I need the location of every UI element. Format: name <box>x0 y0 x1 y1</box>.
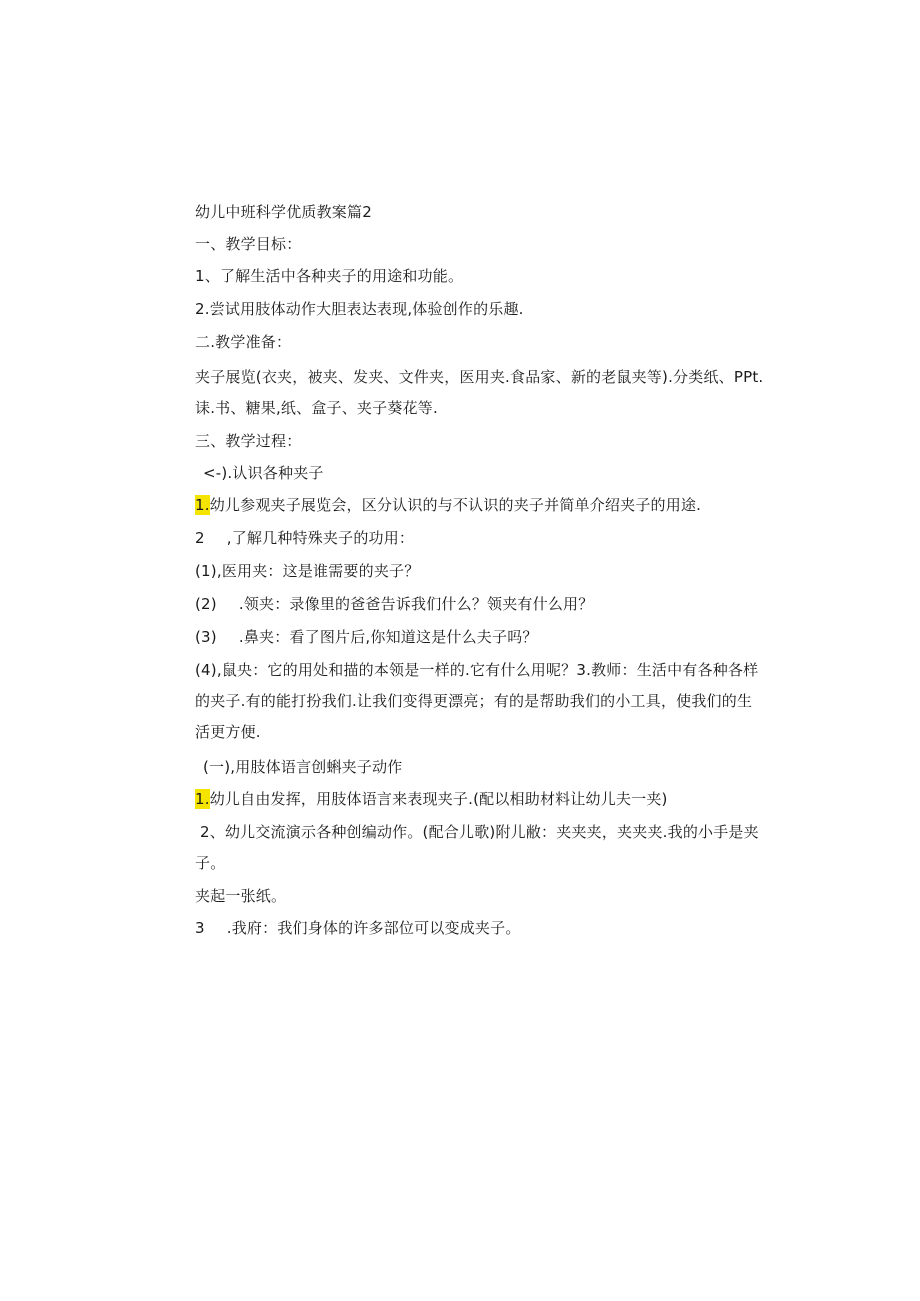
question-3-number: (3) <box>195 628 217 646</box>
question-3 <box>195 627 538 647</box>
question-2-text: .领夹：录像里的爸爸告诉我们什么？领夹有什么用？ <box>238 595 594 613</box>
question-2 <box>195 594 593 614</box>
document-title: 幼儿中班科学优质教案篇2 <box>195 203 372 221</box>
step-2 <box>195 528 414 548</box>
question-4-paragraph: (4),鼠央：它的用处和描的本领是一样的.它有什么用呢？3.教师：生活中有各种各样的夹子.有的能打扮我们.让我们变得更漂亮；有的是帮助我们的小工具，使我们的生活更方便. <box>195 661 759 741</box>
question-3-text: .鼻夹：看了图片后,你知道这是什么夫子吗？ <box>238 628 538 646</box>
goal-2: 2.尝试用肢体动作大胆表达表现,体验创作的乐趣. <box>195 300 524 318</box>
task-1 <box>195 789 668 809</box>
step-1-text: 幼儿参观夹子展览会，区分认识的与不认识的夹子并简单介绍夹子的用途. <box>209 496 702 514</box>
question-2-number: (2) <box>195 595 217 613</box>
question-1: (1),医用夹：这是谁需要的夹子？ <box>195 562 420 580</box>
task-1-text: 幼儿自由发挥，用肢体语言来表现夹子.(配以相助材料让幼儿夫一夹) <box>209 790 668 808</box>
goal-1: 1、了解生活中各种夹子的用途和功能。 <box>195 267 464 285</box>
task-3-text: .我府：我们身体的许多部位可以变成夹子。 <box>226 919 521 937</box>
task-3 <box>195 918 521 938</box>
prep-paragraph: 夹子展览(衣夹，被夹、发夹、文件夹，医用夹.食品家、新的老鼠夹等).分类纸、PPt.诔.书、糖果,纸、盒子、夹子葵花等. <box>195 368 764 417</box>
step-1 <box>195 495 701 515</box>
heading-teaching-process: 三、教学过程： <box>195 432 302 450</box>
task-2-continuation: 夹起一张纸。 <box>195 887 287 905</box>
task-3-number: 3 <box>195 919 205 937</box>
task-2-paragraph: 2、幼儿交流演示各种创编动作。(配合儿歌)附儿敝：夹夹夹，夹夹夹.我的小手是夹子。 <box>195 823 759 872</box>
section-1-heading: <-).认识各种夹子 <box>203 464 324 482</box>
step-2-text: ,了解几种特殊夹子的功用： <box>226 529 415 547</box>
step-1-number: 1. <box>195 496 210 514</box>
heading-teaching-goals: 一、教学目标： <box>195 235 302 253</box>
task-1-number: 1. <box>195 790 210 808</box>
step-2-number: 2 <box>195 529 205 547</box>
section-2-heading: (一),用肢体语言创蝌夹子动作 <box>203 758 403 776</box>
heading-teaching-prep: 二.教学准备： <box>195 333 292 351</box>
